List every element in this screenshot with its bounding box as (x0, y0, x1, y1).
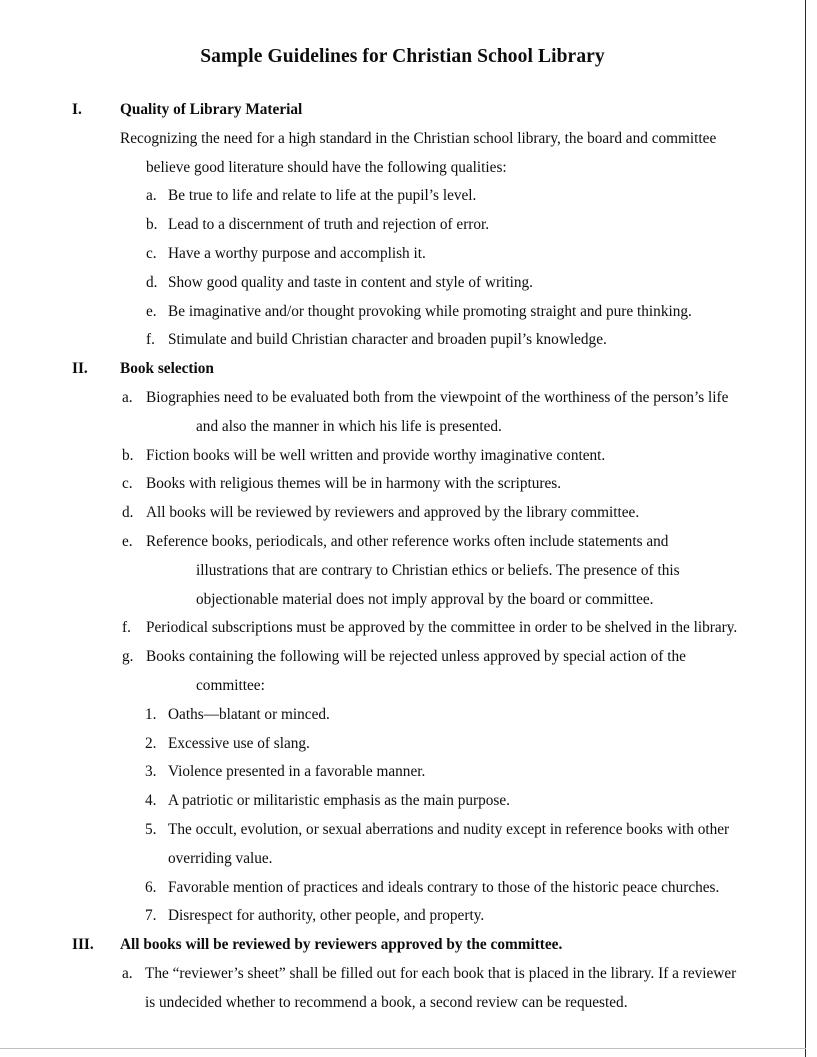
list-item-continuation: committee: (196, 676, 265, 694)
list-item-continuation-2: objectionable material does not imply approval by the board or committee. (196, 590, 654, 608)
list-item-text: Be true to life and relate to life at the pupil’s level. (168, 187, 477, 205)
list-item-marker: 3. (145, 763, 157, 781)
list-item-marker: c. (122, 475, 133, 493)
section-3-numeral: III. (72, 936, 94, 954)
list-item (0, 730, 805, 759)
section-1-list (0, 182, 805, 355)
list-item-text: Show good quality and taste in content and style of writing. (168, 273, 533, 291)
section-2-heading-text: Book selection (120, 360, 214, 378)
list-item-marker: a. (122, 388, 133, 406)
list-item-marker: 4. (145, 792, 157, 810)
section-2-numeral: II. (72, 360, 88, 378)
section-2 (0, 355, 805, 931)
list-item (0, 240, 805, 269)
list-item-text: Books containing the following will be rejected unless approved by special action of the (146, 648, 686, 666)
list-item-marker: b. (146, 216, 158, 234)
list-item (0, 269, 805, 298)
list-item-continuation: overriding value. (168, 849, 273, 867)
section-1-heading-row (0, 96, 805, 125)
list-item-marker: d. (122, 504, 134, 522)
list-item (0, 701, 805, 730)
list-item-marker: 6. (145, 878, 157, 896)
list-item-text: Be imaginative and/or thought provoking while promoting straight and pure thinking. (168, 302, 692, 320)
list-item-marker: f. (122, 619, 131, 637)
list-item-text: Oaths—blatant or minced. (168, 705, 330, 723)
section-3 (0, 931, 805, 1017)
list-item (0, 874, 805, 903)
list-item (0, 902, 805, 931)
list-item (0, 960, 805, 1018)
list-item-marker: e. (122, 532, 133, 550)
list-item-continuation: and also the manner in which his life is presented. (196, 417, 502, 435)
list-item (0, 499, 805, 528)
list-item-marker: a. (122, 964, 133, 982)
list-item (0, 298, 805, 327)
list-item-text: Biographies need to be evaluated both from the viewpoint of the worthiness of the person’s life (146, 388, 729, 406)
list-item-marker: 7. (145, 907, 157, 925)
list-item-text: Reference books, periodicals, and other reference works often include statements and (146, 532, 669, 550)
list-item-text: A patriotic or militaristic emphasis as the main purpose. (168, 792, 510, 810)
list-item-text: Favorable mention of practices and ideals contrary to those of the historic peace churches. (168, 878, 720, 896)
list-item (0, 758, 805, 787)
section-3-heading-text: All books will be reviewed by reviewers approved by the committee. (120, 936, 563, 954)
list-item-marker: 2. (145, 734, 157, 752)
list-item (0, 182, 805, 211)
list-item-text: The occult, evolution, or sexual aberrations and nudity except in reference books with other (168, 820, 730, 838)
list-item-marker: b. (122, 446, 134, 464)
list-item (0, 442, 805, 471)
section-1-numeral: I. (72, 101, 82, 118)
list-item-marker: e. (146, 302, 157, 320)
section-3-list (0, 960, 805, 1018)
list-item (0, 384, 805, 442)
list-item-text: Disrespect for authority, other people, and property. (168, 907, 485, 925)
document-body (0, 96, 805, 1018)
section-2-heading-row (0, 355, 805, 384)
list-item-marker: a. (146, 187, 157, 205)
section-2-list (0, 384, 805, 701)
list-item-text: Books with religious themes will be in harmony with the scriptures. (146, 475, 562, 493)
section-1-heading-text: Quality of Library Material (120, 101, 303, 118)
list-item (0, 528, 805, 614)
list-item-marker: d. (146, 273, 158, 291)
list-item-marker: 5. (145, 820, 157, 838)
list-item-text: Excessive use of slang. (168, 734, 310, 752)
list-item (0, 643, 805, 701)
section-2-numbered-sublist (0, 701, 805, 931)
list-item-text: Violence presented in a favorable manner. (168, 763, 426, 781)
list-item (0, 816, 805, 874)
list-item-text: Stimulate and build Christian character and broaden pupil’s knowledge. (168, 331, 607, 349)
list-item-continuation: illustrations that are contrary to Christian ethics or beliefs. The presence of this (196, 561, 680, 579)
list-item-marker: c. (146, 244, 157, 262)
section-3-heading-row (0, 931, 805, 960)
page-right-edge-rule (805, 0, 806, 1057)
list-item-text: Periodical subscriptions must be approved by the committee in order to be shelved in the library. (146, 619, 738, 637)
section-1-intro (0, 125, 805, 183)
section-1 (0, 96, 805, 355)
list-item (0, 211, 805, 240)
list-item (0, 614, 805, 643)
section-1-intro-line-2: believe good literature should have the following qualities: (146, 158, 507, 176)
page-title: Sample Guidelines for Christian School Library (200, 46, 605, 67)
list-item-text: Lead to a discernment of truth and rejection of error. (168, 216, 490, 234)
list-item (0, 787, 805, 816)
list-item-text: All books will be reviewed by reviewers and approved by the library committee. (146, 504, 640, 522)
section-1-intro-line-1: Recognizing the need for a high standard in the Christian school library, the board and committee (120, 129, 717, 147)
list-item (0, 326, 805, 355)
list-item-text: Have a worthy purpose and accomplish it. (168, 244, 426, 262)
list-item-marker: g. (122, 648, 134, 666)
list-item-text: Fiction books will be well written and provide worthy imaginative content. (146, 446, 606, 464)
list-item-marker: 1. (145, 705, 157, 723)
list-item-text: The “reviewer’s sheet” shall be filled out for each book that is placed in the library. If a reviewer (145, 964, 737, 982)
list-item-marker: f. (146, 331, 155, 349)
list-item (0, 470, 805, 499)
list-item-continuation: is undecided whether to recommend a book, a second review can be requested. (145, 993, 628, 1011)
